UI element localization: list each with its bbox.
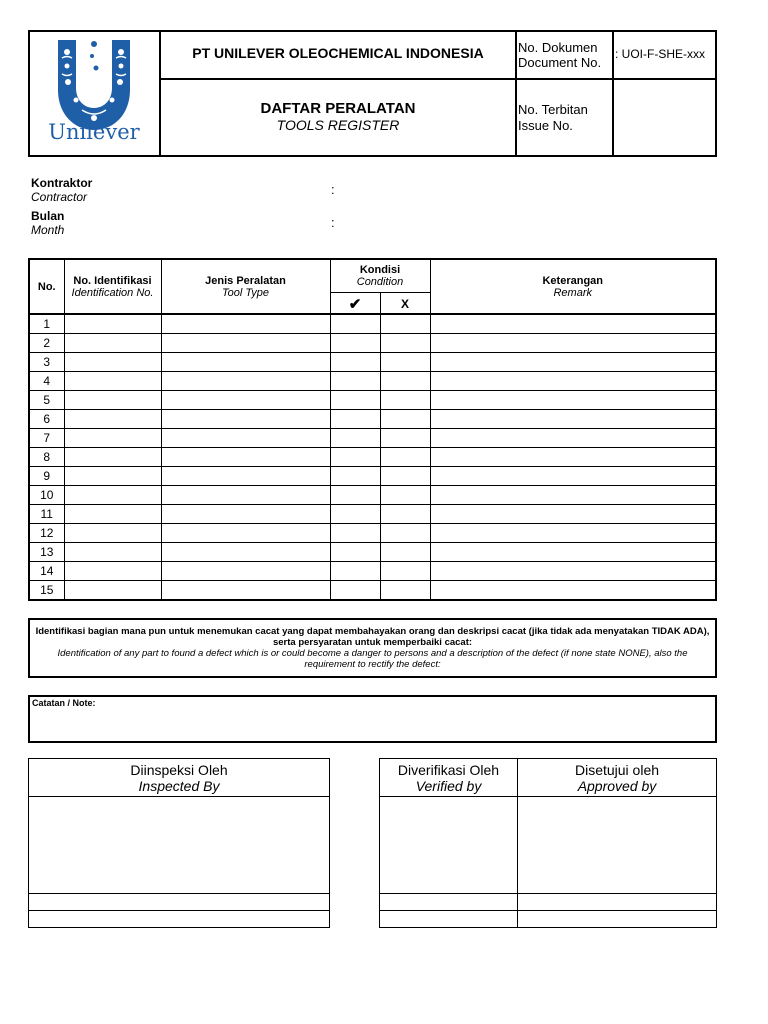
verified-signature-area[interactable]: [380, 797, 518, 894]
row-condition-x-field[interactable]: [380, 429, 430, 448]
row-condition-ok-field[interactable]: [330, 429, 380, 448]
table-row: [30, 448, 715, 467]
row-identification-field[interactable]: [64, 581, 161, 600]
row-identification-field[interactable]: [64, 315, 161, 334]
table-row: [30, 543, 715, 562]
row-tool-type-field[interactable]: [161, 562, 330, 581]
table-row: [30, 562, 715, 581]
row-condition-ok-field[interactable]: [330, 543, 380, 562]
row-tool-type-field[interactable]: [161, 448, 330, 467]
col-remark-label-en: Remark: [553, 287, 592, 299]
month-field[interactable]: [340, 211, 710, 233]
inspected-date-field[interactable]: [29, 911, 330, 928]
row-tool-type-field[interactable]: [161, 467, 330, 486]
row-remark-field[interactable]: [430, 391, 715, 410]
row-condition-ok-field[interactable]: [330, 334, 380, 353]
row-condition-x-field[interactable]: [380, 372, 430, 391]
row-tool-type-field[interactable]: [161, 429, 330, 448]
row-condition-x-field[interactable]: [380, 524, 430, 543]
row-remark-field[interactable]: [430, 353, 715, 372]
row-condition-x-field[interactable]: [380, 543, 430, 562]
inspected-label-en: Inspected By: [138, 777, 220, 794]
table-row: [30, 372, 715, 391]
row-identification-field[interactable]: [64, 353, 161, 372]
approved-header: [518, 759, 717, 797]
header-divider: [612, 30, 614, 157]
row-condition-ok-field[interactable]: [330, 448, 380, 467]
row-number: 14: [30, 562, 64, 581]
inspected-header: [29, 759, 330, 797]
row-condition-x-field[interactable]: [380, 467, 430, 486]
col-condition-header: [330, 260, 430, 293]
row-remark-field[interactable]: [430, 486, 715, 505]
row-remark-field[interactable]: [430, 334, 715, 353]
inspected-signature-block: [28, 758, 330, 928]
inspected-name-field[interactable]: [29, 894, 330, 911]
inspected-label: Diinspeksi Oleh: [130, 761, 228, 778]
row-remark-field[interactable]: [430, 562, 715, 581]
verify-approve-signature-block: [379, 758, 717, 928]
notice-box: [28, 618, 717, 678]
note-box[interactable]: [28, 695, 717, 743]
row-condition-x-field[interactable]: [380, 562, 430, 581]
month-label: Bulan: [31, 209, 65, 223]
row-remark-field[interactable]: [430, 372, 715, 391]
doc-no-label-en: Document No.: [518, 55, 602, 70]
month-label-en: Month: [31, 223, 65, 237]
row-identification-field[interactable]: [64, 543, 161, 562]
col-type-label-en: Tool Type: [221, 287, 270, 299]
row-remark-field[interactable]: [430, 543, 715, 562]
notice-text-id: Identifikasi bagian mana pun untuk menemukan cacat yang dapat membahayakan orang dan deskripsi cacat (jika tidak ada menyatakan TIDAK ADA), serta persyaratan untuk memperbaiki cacat:: [35, 626, 710, 648]
row-tool-type-field[interactable]: [161, 486, 330, 505]
row-remark-field[interactable]: [430, 581, 715, 600]
check-icon: ✔: [348, 295, 362, 313]
row-condition-x-field[interactable]: [380, 581, 430, 600]
row-condition-x-field[interactable]: [380, 334, 430, 353]
col-condition-label-en: Condition: [356, 276, 404, 289]
table-row: [30, 315, 715, 334]
table-row: [30, 334, 715, 353]
row-identification-field[interactable]: [64, 334, 161, 353]
row-remark-field[interactable]: [430, 410, 715, 429]
row-tool-type-field[interactable]: [161, 524, 330, 543]
row-condition-ok-field[interactable]: [330, 353, 380, 372]
unilever-wordmark: Unilever: [48, 120, 140, 144]
row-number: 11: [30, 505, 64, 524]
tools-table-body: [30, 315, 715, 599]
row-number: 3: [30, 353, 64, 372]
row-remark-field[interactable]: [430, 524, 715, 543]
row-remark-field[interactable]: [430, 429, 715, 448]
verified-name-field[interactable]: [380, 894, 518, 911]
header-divider: [159, 78, 717, 80]
table-row: [30, 353, 715, 372]
row-condition-x-field[interactable]: [380, 391, 430, 410]
notice-text-en: Identification of any part to found a defect which is or could become a danger to persons and a description of the defect (if none state NONE), also the requirement to rectify the defect:: [57, 648, 688, 670]
col-x-header: [380, 293, 430, 314]
row-condition-x-field[interactable]: [380, 486, 430, 505]
row-number: 13: [30, 543, 64, 562]
row-condition-ok-field[interactable]: [330, 505, 380, 524]
approved-name-field[interactable]: [518, 894, 717, 911]
contractor-label: Kontraktor: [31, 176, 93, 190]
row-tool-type-field[interactable]: [161, 505, 330, 524]
table-row: [30, 391, 715, 410]
row-condition-x-field[interactable]: [380, 315, 430, 334]
row-identification-field[interactable]: [64, 486, 161, 505]
row-condition-ok-field[interactable]: [330, 315, 380, 334]
row-remark-field[interactable]: [430, 315, 715, 334]
row-number: 1: [30, 315, 64, 334]
row-number: 9: [30, 467, 64, 486]
row-number: 7: [30, 429, 64, 448]
row-identification-field[interactable]: [64, 467, 161, 486]
table-row: [30, 486, 715, 505]
company-name: PT UNILEVER OLEOCHEMICAL INDONESIA: [192, 45, 484, 61]
row-identification-field[interactable]: [64, 448, 161, 467]
issue-label: No. Terbitan: [518, 102, 588, 117]
doc-no-label: No. Dokumen: [518, 40, 598, 55]
row-tool-type-field[interactable]: [161, 581, 330, 600]
doc-no-value: : UOI-F-SHE-xxx: [615, 47, 705, 61]
contractor-label-en: Contractor: [31, 190, 88, 204]
row-condition-ok-field[interactable]: [330, 524, 380, 543]
table-row: [30, 429, 715, 448]
row-tool-type-field[interactable]: [161, 353, 330, 372]
form-title-en: TOOLS REGISTER: [276, 117, 400, 133]
month-colon: :: [331, 215, 335, 230]
unilever-logo: [32, 34, 156, 152]
col-id-header: [64, 260, 161, 314]
row-number: 12: [30, 524, 64, 543]
row-remark-field[interactable]: [430, 467, 715, 486]
row-tool-type-field[interactable]: [161, 315, 330, 334]
row-condition-ok-field[interactable]: [330, 372, 380, 391]
row-condition-x-field[interactable]: [380, 505, 430, 524]
row-tool-type-field[interactable]: [161, 372, 330, 391]
col-no-label: No.: [37, 281, 56, 293]
row-condition-ok-field[interactable]: [330, 467, 380, 486]
row-condition-x-field[interactable]: [380, 410, 430, 429]
col-id-label: No. Identifikasi: [73, 275, 152, 287]
row-tool-type-field[interactable]: [161, 391, 330, 410]
col-id-label-en: Identification No.: [71, 287, 154, 299]
row-identification-field[interactable]: [64, 505, 161, 524]
table-row: [30, 505, 715, 524]
row-number: 10: [30, 486, 64, 505]
row-remark-field[interactable]: [430, 505, 715, 524]
issue-label-en: Issue No.: [518, 118, 573, 133]
table-row: [30, 410, 715, 429]
row-number: 5: [30, 391, 64, 410]
row-condition-ok-field[interactable]: [330, 562, 380, 581]
contractor-colon: :: [331, 182, 335, 197]
row-identification-field[interactable]: [64, 391, 161, 410]
inspected-signature-area[interactable]: [29, 797, 330, 894]
header-divider: [515, 30, 517, 157]
row-number: 4: [30, 372, 64, 391]
table-row: [30, 524, 715, 543]
col-remark-label: Keterangan: [542, 275, 604, 287]
approved-signature-area[interactable]: [518, 797, 717, 894]
row-condition-ok-field[interactable]: [330, 391, 380, 410]
contractor-field[interactable]: [340, 178, 710, 200]
row-number: 2: [30, 334, 64, 353]
x-icon: X: [400, 296, 409, 311]
row-remark-field[interactable]: [430, 448, 715, 467]
row-identification-field[interactable]: [64, 410, 161, 429]
col-condition-label: Kondisi: [359, 264, 401, 277]
row-condition-x-field[interactable]: [380, 448, 430, 467]
col-remark-header: [430, 260, 715, 314]
row-tool-type-field[interactable]: [161, 410, 330, 429]
col-type-header: [161, 260, 330, 314]
row-number: 8: [30, 448, 64, 467]
row-number: 6: [30, 410, 64, 429]
verified-date-field[interactable]: [380, 911, 518, 928]
row-condition-x-field[interactable]: [380, 353, 430, 372]
table-row: [30, 467, 715, 486]
approved-label: Disetujui oleh: [574, 761, 660, 778]
row-identification-field[interactable]: [64, 562, 161, 581]
tools-table-header: [30, 260, 715, 314]
col-no-header: [30, 260, 64, 314]
verified-label: Diverifikasi Oleh: [397, 761, 500, 778]
table-row: [30, 581, 715, 600]
row-tool-type-field[interactable]: [161, 334, 330, 353]
form-title: DAFTAR PERALATAN: [260, 100, 416, 117]
tools-table: [28, 258, 717, 601]
row-identification-field[interactable]: [64, 372, 161, 391]
col-check-header: [330, 293, 380, 314]
row-identification-field[interactable]: [64, 429, 161, 448]
row-condition-ok-field[interactable]: [330, 581, 380, 600]
verified-header: [380, 759, 518, 797]
verified-label-en: Verified by: [415, 777, 482, 794]
row-number: 15: [30, 581, 64, 600]
row-condition-ok-field[interactable]: [330, 410, 380, 429]
approved-label-en: Approved by: [577, 777, 657, 794]
col-type-label: Jenis Peralatan: [205, 275, 286, 287]
row-identification-field[interactable]: [64, 524, 161, 543]
row-condition-ok-field[interactable]: [330, 486, 380, 505]
row-tool-type-field[interactable]: [161, 543, 330, 562]
note-label: Catatan / Note:: [32, 698, 96, 708]
approved-date-field[interactable]: [518, 911, 717, 928]
